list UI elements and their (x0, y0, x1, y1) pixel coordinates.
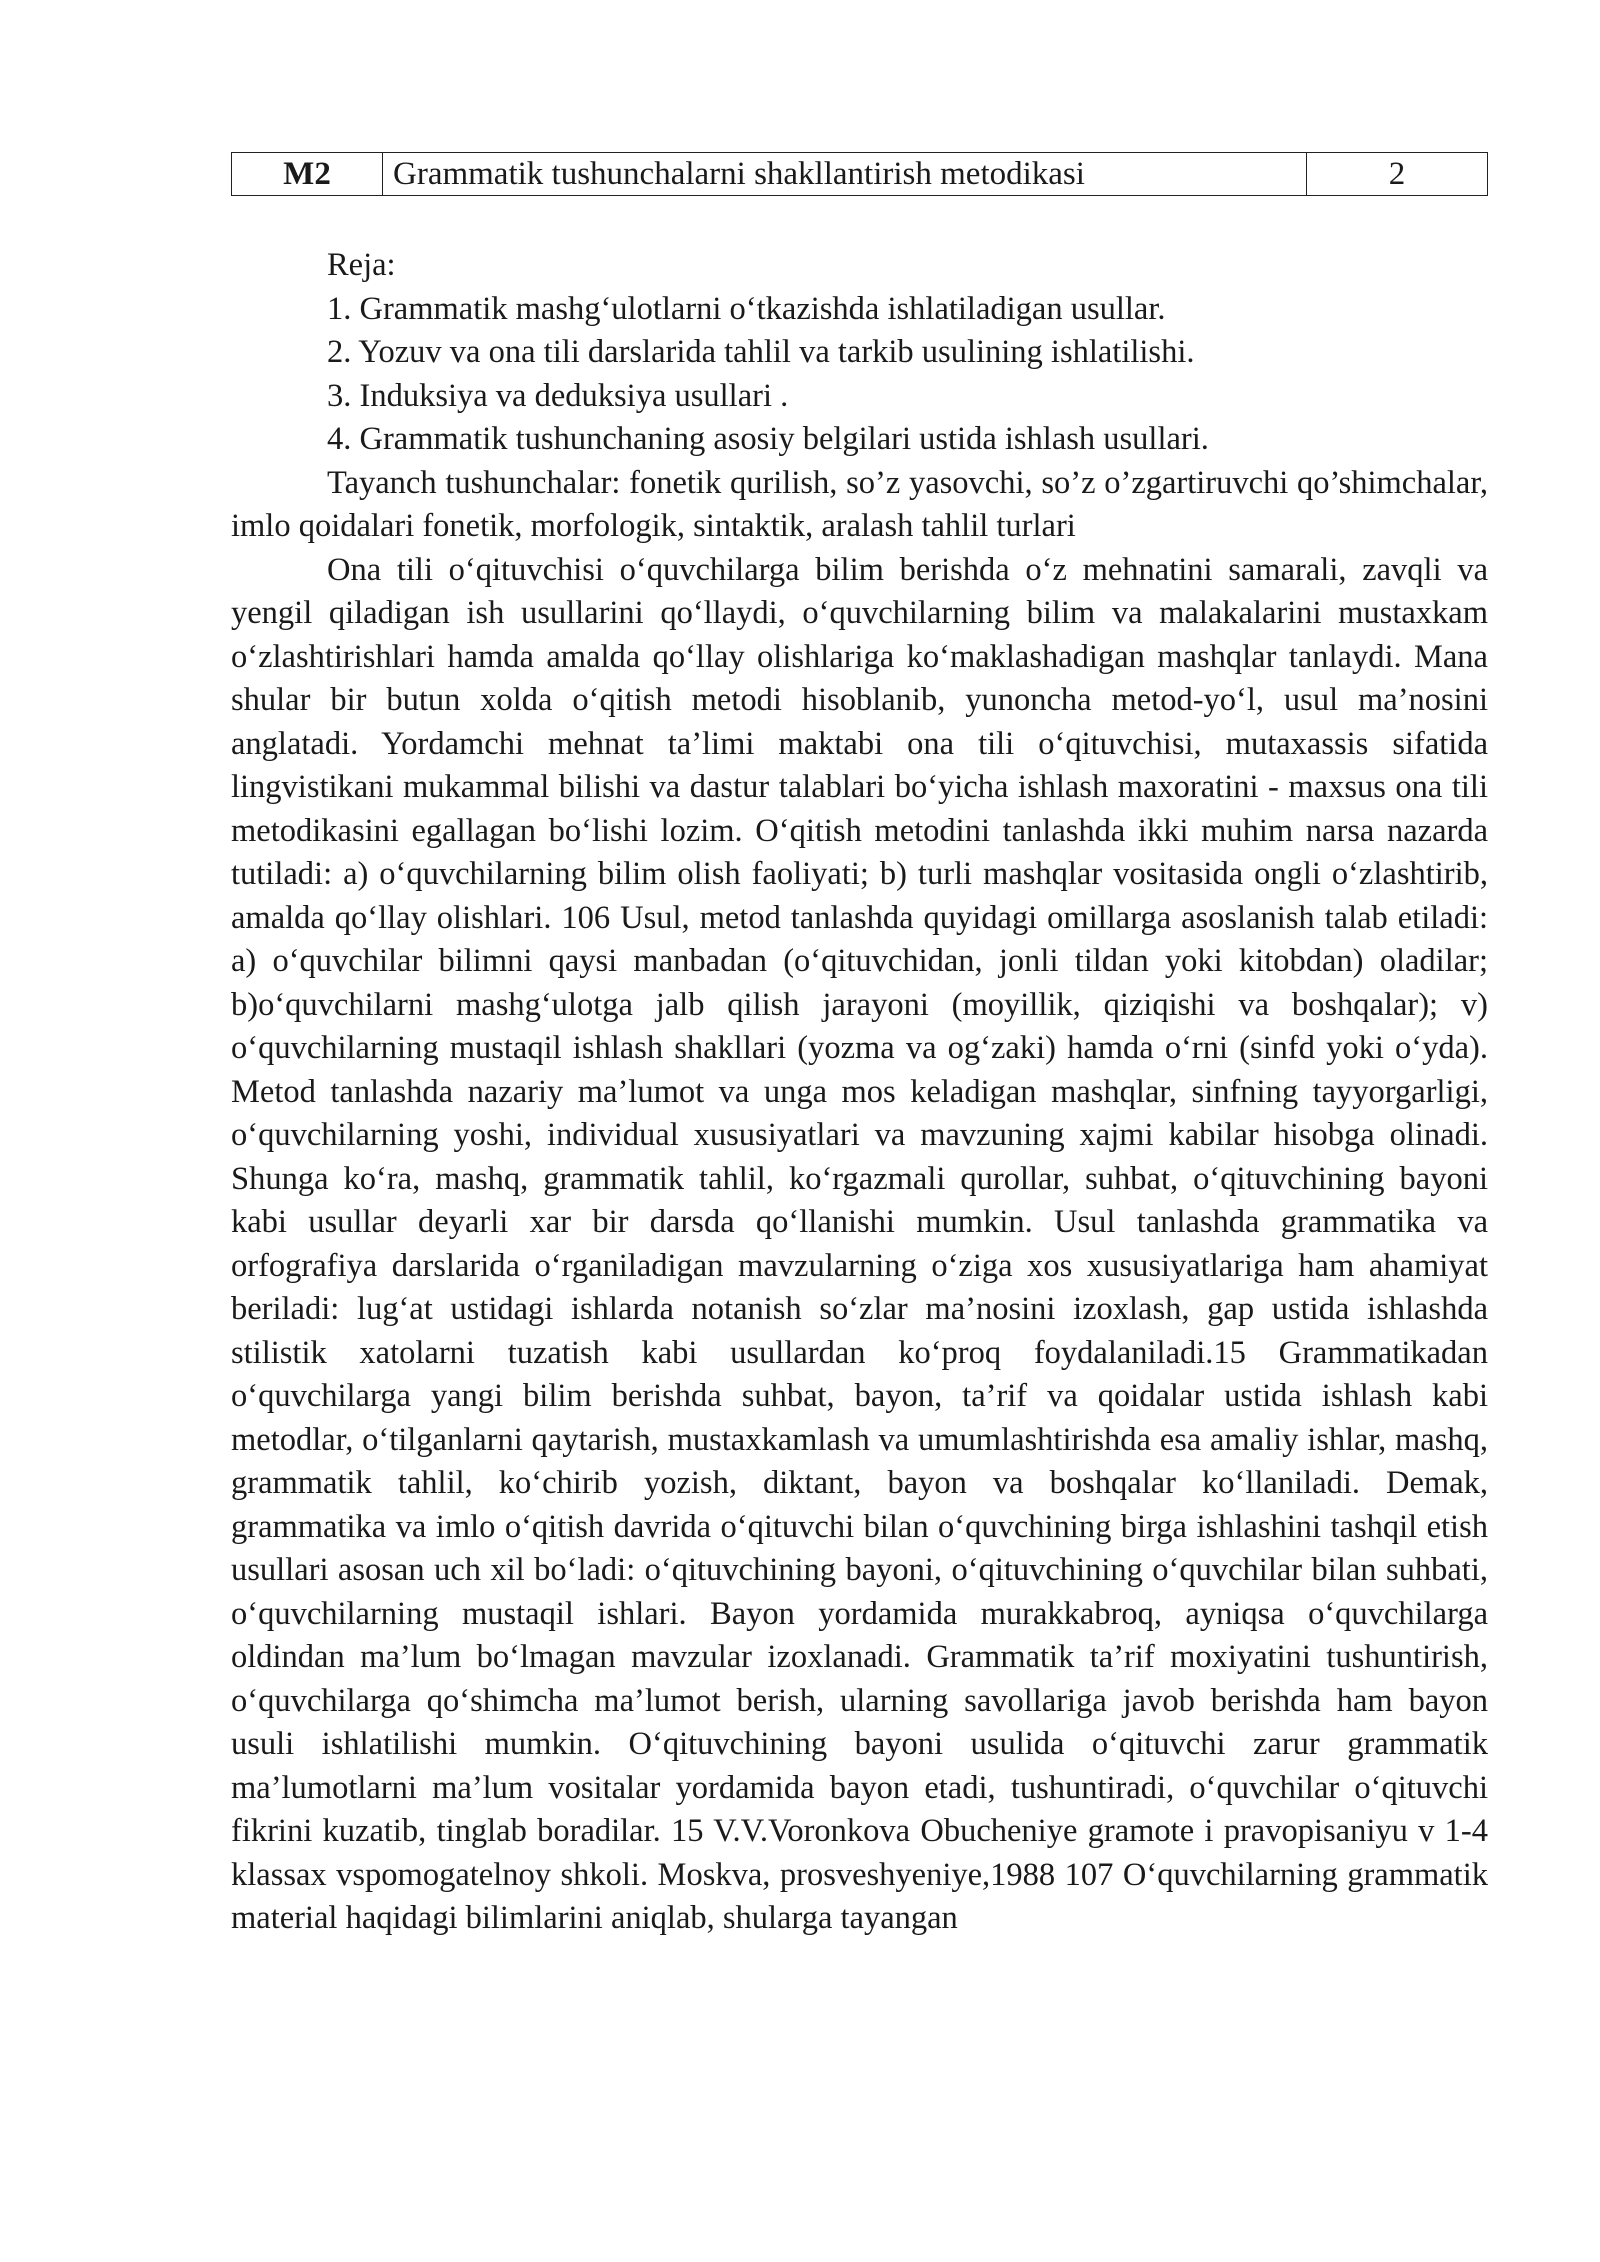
plan-item: 2. Yozuv va ona tili darslarida tahlil va tarkib usulining ishlatilishi. (327, 334, 1195, 370)
module-hours: 2 (1307, 153, 1488, 196)
key-terms-paragraph: Tayanch tushunchalar: fonetik qurilish, so’z yasovchi, so’z o’zgartiruvchi qo’shimchalar, imlo qoidalari fonetik, morfologik, sintaktik, aralash tahlil turlari (231, 464, 1488, 544)
module-header-row (232, 153, 1488, 196)
plan-heading: Reja: (327, 247, 396, 283)
module-code: M2 (232, 153, 383, 196)
module-title: Grammatik tushunchalarni shakllantirish metodikasi (383, 153, 1307, 196)
plan-item: 4. Grammatik tushunchaning asosiy belgilari ustida ishlash usullari. (327, 421, 1209, 457)
plan-item: 1. Grammatik mashg‘ulotlarni o‘tkazishda ishlatiladigan usullar. (327, 290, 1166, 327)
main-paragraph: Ona tili o‘qituvchisi o‘quvchilarga bilim berishda o‘z mehnatini samarali, zavqli va yengil qiladigan ish usullarini qo‘llaydi, o‘quvchilarning bilim va malakalarini mustaxkam o‘zlashtirishlari hamda amalda qo‘llay olishlariga ko‘maklashadigan mashqlar tanlaydi. Mana shular bir butun xolda o‘qitish metodi hisoblanib, yunoncha metod-yo‘l, usul ma’nosini anglatadi. Yordamchi mehnat ta’limi maktabi ona tili o‘qituvchisi, mutaxassis sifatida lingvistikani mukammal bilishi va dastur talablari bo‘yicha ishlash maxoratini - maxsus ona tili metodikasini egallagan bo‘lishi lozim. O‘qitish metodini tanlashda ikki muhim narsa nazarda tutiladi: a) o‘quvchilarning bilim olish faoliyati; b) turli mashqlar vositasida ongli o‘zlashtirib, amalda qo‘llay olishlari. 106 Usul, metod tanlashda quyidagi omillarga asoslanish talab etiladi: a) o‘quvchilar bilimni qaysi manbadan (o‘qituvchidan, jonli tildan yoki kitobdan) oladilar; b)o‘quvchilarni mashg‘ulotga jalb qilish jarayoni (moyillik, qiziqishi va boshqalar); v) o‘quvchilarning mustaqil ishlash shakllari (yozma va og‘zaki) hamda o‘rni (sinfd yoki o‘yda). Metod tanlashda nazariy ma’lumot va unga mos keladigan mashqlar, sinfning tayyorgarligi, o‘quvchilarning yoshi, individual xususiyatlari va mavzuning xajmi kabilar hisobga olinadi. Shunga ko‘ra, mashq, grammatik tahlil, ko‘rgazmali qurollar, suhbat, o‘qituvchining bayoni kabi usullar deyarli xar bir darsda qo‘llanishi mumkin. Usul tanlashda grammatika va orfografiya darslarida o‘rganiladigan mavzularning o‘ziga xos xususiyatlariga ham ahamiyat beriladi: lug‘at ustidagi ishlarda notanish so‘zlar ma’nosini izoxlash, gap ustida ishlashda stilistik xatolarni tuzatish kabi usullardan ko‘proq foydalaniladi.15 Grammatikadan o‘quvchilarga yangi bilim berishda suhbat, bayon, ta’rif va qoidalar ustida ishlash kabi metodlar, o‘tilganlarni qaytarish, mustaxkamlash va umumlashtirishda esa amaliy ishlar, mashq, grammatik tahlil, ko‘chirib yozish, diktant, bayon va boshqalar ko‘llaniladi. Demak, grammatika va imlo o‘qitish davrida o‘qituvchi bilan o‘quvchining birga ishlashini tashqil etish usullari asosan uch xil bo‘ladi: o‘qituvchining bayoni, o‘qituvchining o‘quvchilar bilan suhbati, o‘quvchilarning mustaqil ishlari. Bayon yordamida murakkabroq, ayniqsa o‘quvchilarga oldindan ma’lum bo‘lmagan mavzular izoxlanadi. Grammatik ta’rif moxiyatini tushuntirish, o‘quvchilarga qo‘shimcha ma’lumot berish, ularning savollariga javob berishda ham bayon usuli ishlatilishi mumkin. O‘qituvchining bayoni usulida o‘qituvchi zarur grammatik ma’lumotlarni ma’lum vositalar yordamida bayon etadi, tushuntiradi, o‘quvchilar o‘qituvchi fikrini kuzatib, tinglab boradilar. 15 V.V.Voronkova Obucheniye gramote i pravopisaniyu v 1-4 klassax vspomogatelnoy shkoli. Moskva, prosveshyeniye,1988 107 O‘quvchilarning grammatik material haqidagi bilimlarini aniqlab, shularga tayangan (231, 551, 1488, 1936)
document-body (231, 244, 1488, 1941)
document-page (231, 152, 1488, 1941)
module-header-table (231, 152, 1488, 196)
plan-item: 3. Induksiya va deduksiya usullari . (327, 377, 789, 414)
